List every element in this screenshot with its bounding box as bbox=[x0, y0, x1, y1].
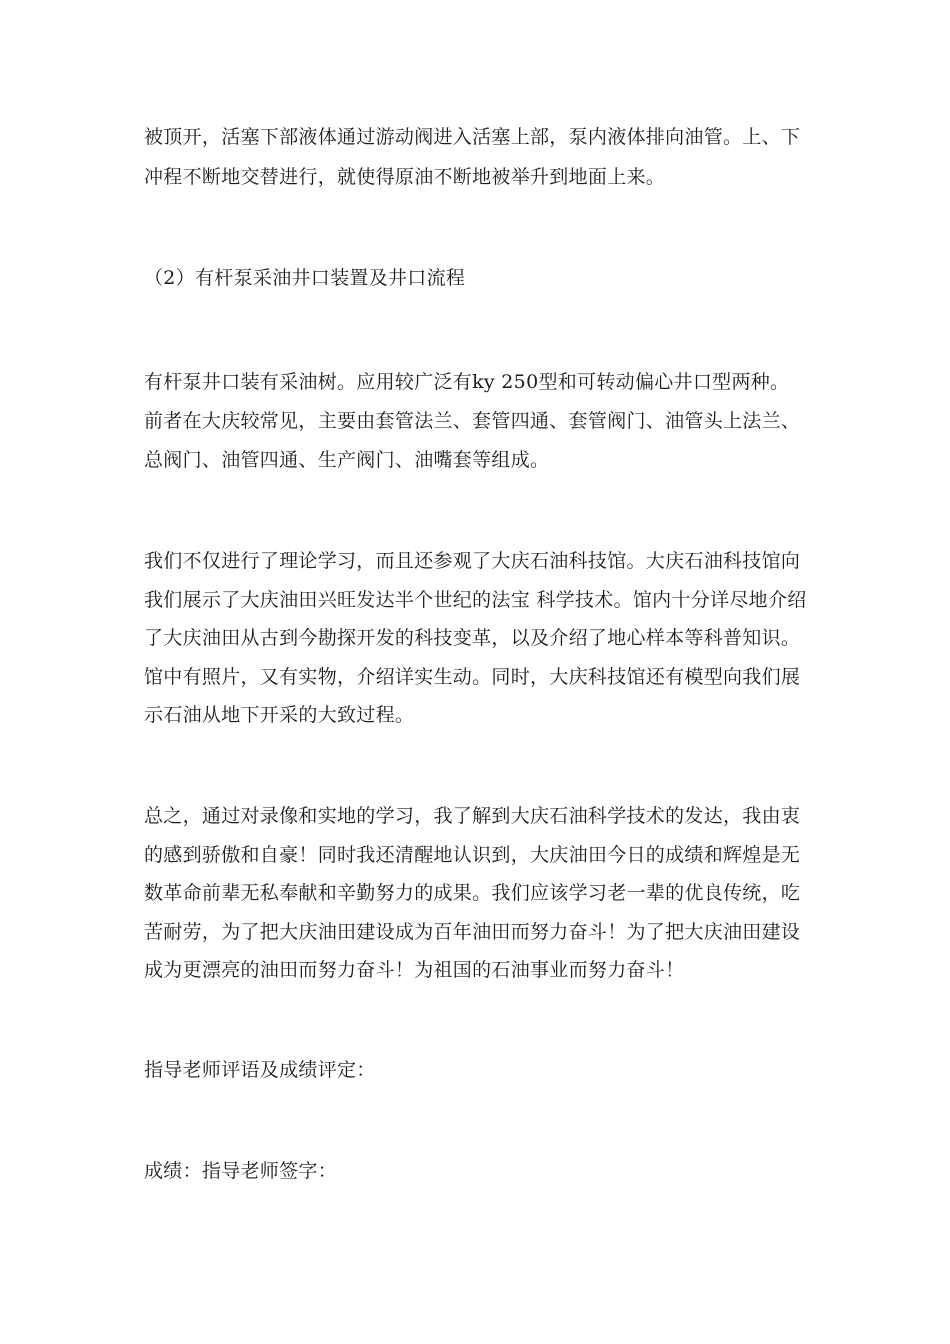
teacher-comment-label: 指导老师评语及成绩评定： bbox=[144, 1059, 376, 1081]
paragraph-1-line-1: 被顶开，活塞下部液体通过游动阀进入活塞上部，泵内液体排向油管。上、下 bbox=[144, 126, 801, 148]
paragraph-3-line-2: 我们展示了大庆油田兴旺发达半个世纪的法宝 科学技术。馆内十分详尽地介绍 bbox=[144, 589, 807, 611]
paragraph-2-line-1: 有杆泵井口装有采油树。应用较广泛有ky 250型和可转动偏心井口型两种。 bbox=[144, 371, 790, 393]
paragraph-4-line-1: 总之，通过对录像和实地的学习，我了解到大庆石油科学技术的发达，我由衷 bbox=[144, 805, 801, 827]
paragraph-4-line-4: 苦耐劳，为了把大庆油田建设成为百年油田而努力奋斗！为了把大庆油田建设 bbox=[144, 921, 801, 943]
section-heading-2: （2）有杆泵采油井口装置及井口流程 bbox=[144, 267, 466, 289]
paragraph-2-line-2: 前者在大庆较常见，主要由套管法兰、套管四通、套管阀门、油管头上法兰、 bbox=[144, 410, 801, 432]
paragraph-3-line-1: 我们不仅进行了理论学习，而且还参观了大庆石油科技馆。大庆石油科技馆向 bbox=[144, 550, 801, 572]
paragraph-4-line-5: 成为更漂亮的油田而努力奋斗！为祖国的石油事业而努力奋斗！ bbox=[144, 959, 685, 981]
paragraph-3-line-5: 示石油从地下开采的大致过程。 bbox=[144, 704, 415, 726]
paragraph-4-line-3: 数革命前辈无私奉献和辛勤努力的成果。我们应该学习老一辈的优良传统，吃 bbox=[144, 882, 801, 904]
paragraph-3-line-4: 馆中有照片，又有实物，介绍详实生动。同时，大庆科技馆还有模型向我们展 bbox=[144, 666, 801, 688]
paragraph-3-line-3: 了大庆油田从古到今勘探开发的科技变革，以及介绍了地心样本等科普知识。 bbox=[144, 627, 801, 649]
grade-signature-label: 成绩：指导老师签字： bbox=[144, 1160, 338, 1182]
paragraph-1-line-2: 冲程不断地交替进行，就使得原油不断地被举升到地面上来。 bbox=[144, 166, 666, 188]
paragraph-2-line-3: 总阀门、油管四通、生产阀门、油嘴套等组成。 bbox=[144, 449, 550, 471]
paragraph-4-line-2: 的感到骄傲和自豪！同时我还清醒地认识到，大庆油田今日的成绩和辉煌是无 bbox=[144, 844, 801, 866]
